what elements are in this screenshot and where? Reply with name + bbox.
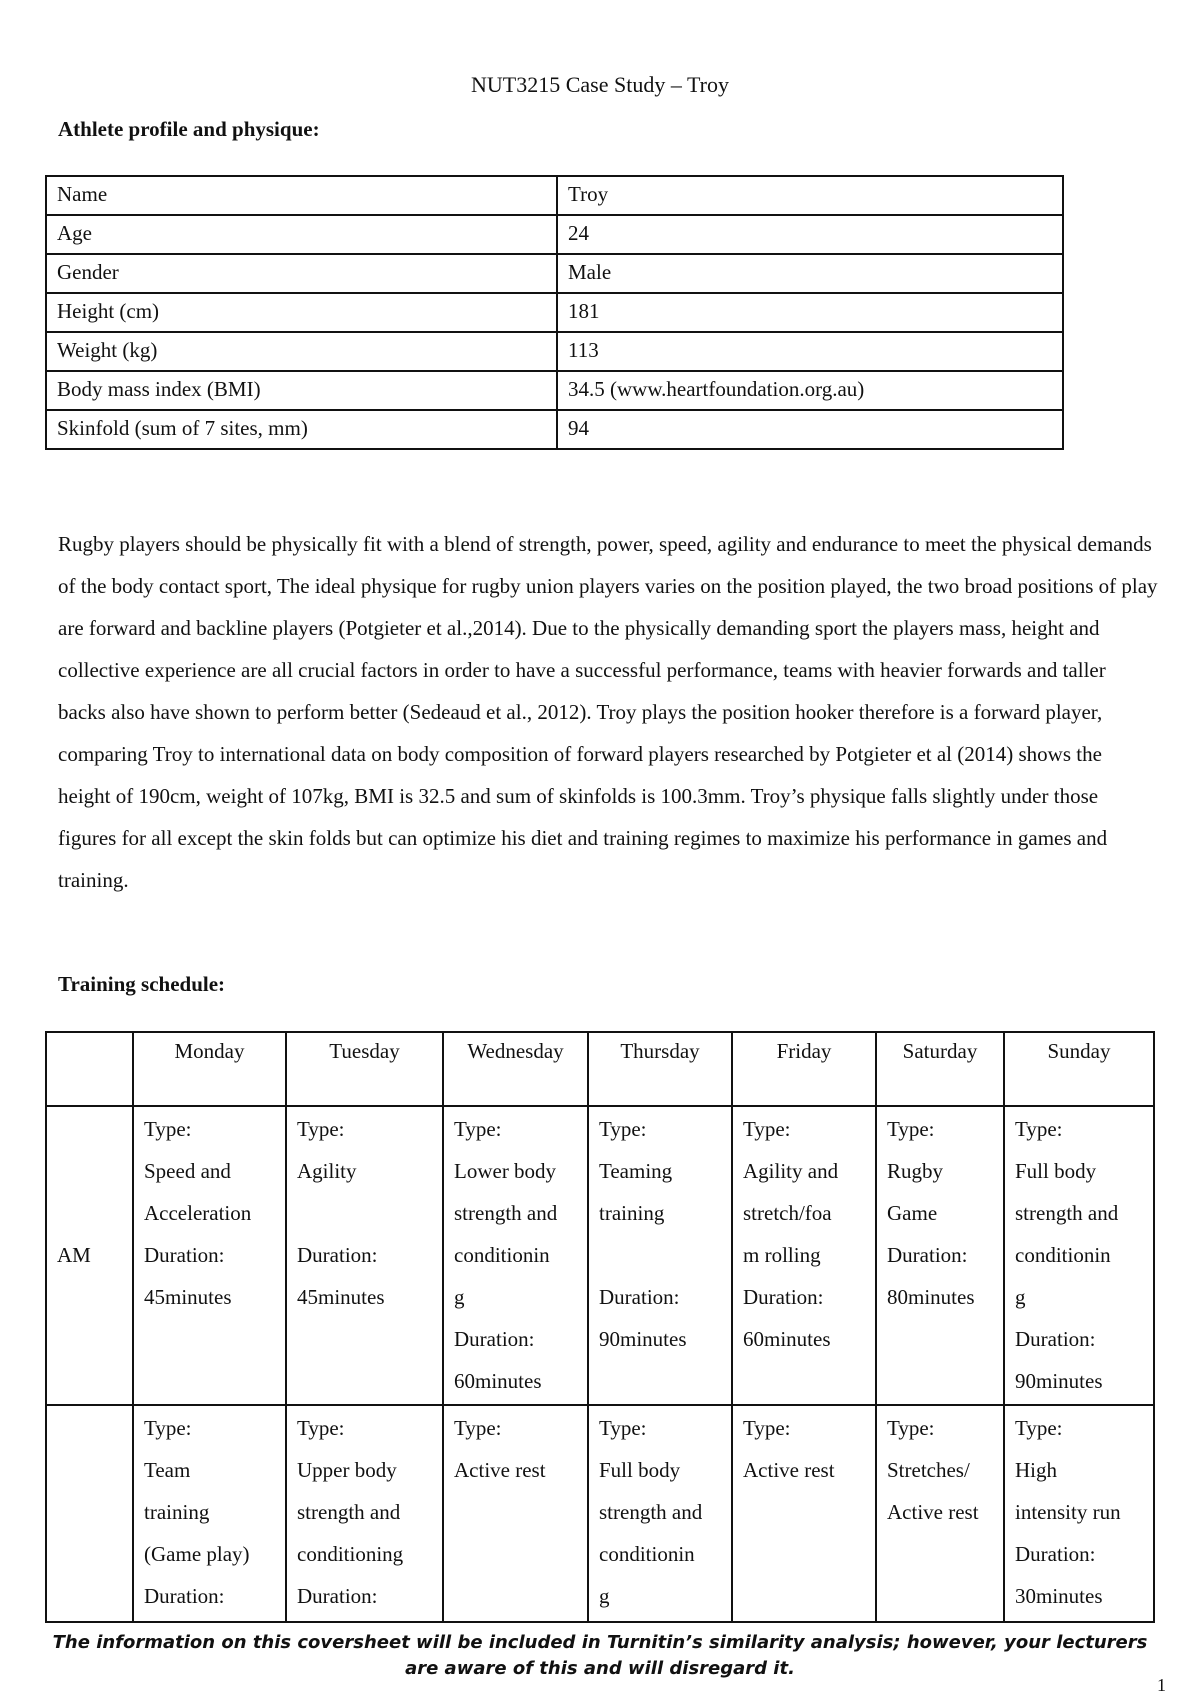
schedule-cell-line: Duration:	[887, 1243, 968, 1267]
schedule-cell-line: g	[454, 1285, 465, 1309]
schedule-cell-line: Duration:	[297, 1243, 378, 1267]
schedule-cell-line: conditionin	[454, 1243, 550, 1267]
schedule-cell-line: Duration:	[1015, 1542, 1096, 1566]
day-header: Sunday	[1004, 1032, 1154, 1106]
schedule-cell-line: Duration:	[599, 1285, 680, 1309]
schedule-cell-line: Type:	[1015, 1416, 1063, 1440]
schedule-cell-line: Upper body	[297, 1458, 397, 1482]
schedule-cell	[443, 1106, 588, 1405]
schedule-cell-line: Stretches/	[887, 1458, 970, 1482]
profile-row-weight	[46, 332, 1063, 371]
schedule-cell-line: Type:	[743, 1117, 791, 1141]
profile-label: Height (cm)	[46, 293, 557, 332]
profile-value: Troy	[557, 176, 1063, 215]
schedule-cell-line: training	[599, 1201, 665, 1225]
schedule-pm-row	[46, 1405, 1154, 1622]
profile-value: 24	[557, 215, 1063, 254]
schedule-cell-line: conditionin	[599, 1542, 695, 1566]
day-header: Wednesday	[443, 1032, 588, 1106]
schedule-am-row	[46, 1106, 1154, 1405]
schedule-cell-line: Full body	[1015, 1159, 1097, 1183]
schedule-cell-line: g	[599, 1584, 610, 1608]
schedule-cell-line: 45minutes	[144, 1285, 232, 1309]
profile-value: 113	[557, 332, 1063, 371]
schedule-cell-line: strength and	[599, 1500, 703, 1524]
schedule-cell	[1004, 1106, 1154, 1405]
schedule-cell-line: Duration:	[1015, 1327, 1096, 1351]
schedule-cell-line: training	[144, 1500, 210, 1524]
am-label: AM	[46, 1106, 133, 1405]
profile-label: Body mass index (BMI)	[46, 371, 557, 410]
physique-discussion-paragraph: Rugby players should be physically fit with a blend of strength, power, speed, agility and endurance to meet the physical demands of the body contact sport, The ideal physique for rugby union players varies on the position played, the two broad positions of play are forward and backline players (Potgieter et al.,2014). Due to the physically demanding sport the players mass, height and collective experience are all crucial factors in order to have a successful performance, teams with heavier forwards and taller backs also have shown to perform better (Sedeaud et al., 2012). Troy plays the position hooker therefore is a forward player, comparing Troy to international data on body composition of forward players researched by Potgieter et al (2014) shows the height of 190cm, weight of 107kg, BMI is 32.5 and sum of skinfolds is 100.3mm. Troy’s physique falls slightly under those figures for all except the skin folds but can optimize his diet and training regimes to maximize his performance in games and training.	[58, 532, 1158, 892]
schedule-cell-line: conditionin	[1015, 1243, 1111, 1267]
profile-row-bmi	[46, 371, 1063, 410]
schedule-cell-line: Speed and	[144, 1159, 231, 1183]
page-title: NUT3215 Case Study – Troy	[471, 72, 729, 97]
schedule-cell-line: 30minutes	[1015, 1584, 1103, 1608]
profile-value: 34.5 (www.heartfoundation.org.au)	[557, 371, 1063, 410]
schedule-cell-line: Type:	[454, 1416, 502, 1440]
schedule-cell-line: Type:	[887, 1117, 935, 1141]
schedule-cell-line: Agility	[297, 1159, 357, 1183]
schedule-cell-line: intensity run	[1015, 1500, 1121, 1524]
schedule-cell	[1004, 1405, 1154, 1622]
schedule-header-row	[46, 1032, 1154, 1106]
schedule-cell-line: 90minutes	[599, 1327, 687, 1351]
schedule-cell-line: Type:	[743, 1416, 791, 1440]
schedule-cell	[588, 1106, 732, 1405]
schedule-cell-line: Type:	[599, 1117, 647, 1141]
athlete-profile-table	[45, 175, 1064, 450]
training-schedule-table	[45, 1031, 1155, 1623]
schedule-cell-line: Active rest	[887, 1500, 979, 1524]
page-number: 1	[1157, 1675, 1166, 1695]
schedule-cell-line: stretch/foa	[743, 1201, 832, 1225]
schedule-cell-line: Teaming	[599, 1159, 673, 1183]
pm-label	[46, 1405, 133, 1622]
schedule-cell-line: 80minutes	[887, 1285, 975, 1309]
profile-value: Male	[557, 254, 1063, 293]
schedule-cell-line: Duration:	[144, 1243, 225, 1267]
athlete-profile-heading: Athlete profile and physique:	[58, 117, 320, 141]
schedule-cell-line: Game	[887, 1201, 938, 1225]
turnitin-footer-note: The information on this coversheet will be included in Turnitin’s similarity analysis; however, your lecturers are aware of this and will disregard it.	[52, 1632, 1148, 1679]
profile-value: 181	[557, 293, 1063, 332]
day-header: Saturday	[876, 1032, 1004, 1106]
profile-label: Weight (kg)	[46, 332, 557, 371]
schedule-cell	[876, 1405, 1004, 1622]
schedule-cell-line: g	[1015, 1285, 1026, 1309]
schedule-cell-line: Duration:	[144, 1584, 225, 1608]
schedule-cell-line: Type:	[297, 1117, 345, 1141]
schedule-cell-line: Type:	[1015, 1117, 1063, 1141]
schedule-cell-line: 45minutes	[297, 1285, 385, 1309]
profile-row-age	[46, 215, 1063, 254]
schedule-cell-line: Lower body	[454, 1159, 557, 1183]
profile-label: Gender	[46, 254, 557, 293]
day-header: Thursday	[588, 1032, 732, 1106]
schedule-cell	[133, 1405, 286, 1622]
schedule-cell-line: Type:	[599, 1416, 647, 1440]
profile-row-name	[46, 176, 1063, 215]
schedule-cell-line: Active rest	[454, 1458, 546, 1482]
schedule-cell-line: 60minutes	[454, 1369, 542, 1393]
day-header: Friday	[732, 1032, 876, 1106]
schedule-cell-line: Agility and	[743, 1159, 839, 1183]
schedule-cell-line: Rugby	[887, 1159, 944, 1183]
schedule-cell-line: Full body	[599, 1458, 681, 1482]
profile-label: Name	[46, 176, 557, 215]
schedule-cell	[133, 1106, 286, 1405]
day-header: Monday	[133, 1032, 286, 1106]
schedule-cell	[876, 1106, 1004, 1405]
schedule-cell-line: (Game play)	[144, 1542, 250, 1566]
profile-value: 94	[557, 410, 1063, 449]
schedule-cell-line: Active rest	[743, 1458, 835, 1482]
schedule-cell-line: Duration:	[743, 1285, 824, 1309]
schedule-cell-line: High	[1015, 1458, 1057, 1482]
profile-row-skinfold	[46, 410, 1063, 449]
profile-row-gender	[46, 254, 1063, 293]
schedule-cell	[443, 1405, 588, 1622]
day-header: Tuesday	[286, 1032, 443, 1106]
schedule-cell-line: Type:	[144, 1117, 192, 1141]
schedule-corner-cell	[46, 1032, 133, 1106]
profile-label: Skinfold (sum of 7 sites, mm)	[46, 410, 557, 449]
schedule-cell-line: 90minutes	[1015, 1369, 1103, 1393]
schedule-cell-line: Acceleration	[144, 1201, 252, 1225]
schedule-cell-line: Duration:	[297, 1584, 378, 1608]
schedule-cell-line: strength and	[454, 1201, 558, 1225]
profile-label: Age	[46, 215, 557, 254]
schedule-cell-line: Type:	[297, 1416, 345, 1440]
schedule-cell-line	[599, 1234, 721, 1276]
schedule-cell	[588, 1405, 732, 1622]
training-schedule-heading: Training schedule:	[58, 972, 226, 996]
schedule-cell-line: Type:	[887, 1416, 935, 1440]
schedule-cell-line: conditioning	[297, 1542, 404, 1566]
schedule-cell-line: Type:	[454, 1117, 502, 1141]
schedule-cell-line: 60minutes	[743, 1327, 831, 1351]
schedule-cell	[286, 1106, 443, 1405]
schedule-cell-line: strength and	[1015, 1201, 1119, 1225]
schedule-cell-line: Type:	[144, 1416, 192, 1440]
schedule-cell-line: Team	[144, 1458, 191, 1482]
schedule-cell-line	[297, 1192, 432, 1234]
schedule-cell	[732, 1405, 876, 1622]
schedule-cell-line: strength and	[297, 1500, 401, 1524]
schedule-cell-line: m rolling	[743, 1243, 821, 1267]
profile-row-height	[46, 293, 1063, 332]
schedule-cell-line: Duration:	[454, 1327, 535, 1351]
schedule-cell	[732, 1106, 876, 1405]
schedule-cell	[286, 1405, 443, 1622]
